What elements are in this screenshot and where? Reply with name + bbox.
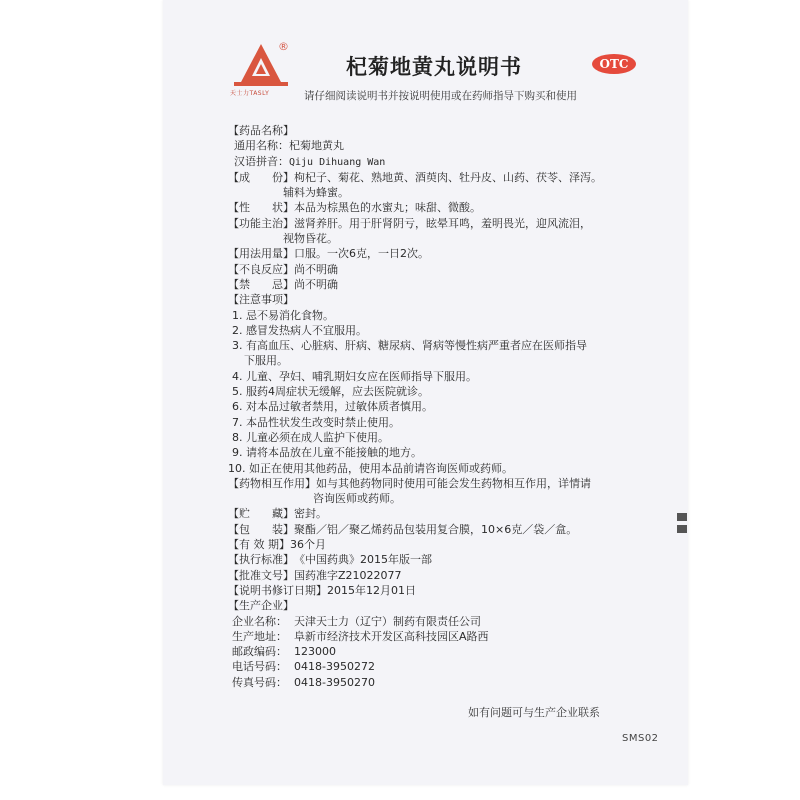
note-item: 6. 对本品过敏者禁用，过敏体质者慎用。 xyxy=(232,400,433,414)
properties-row xyxy=(228,200,648,215)
pinyin-value: Qiju Dihuang Wan xyxy=(289,156,386,168)
company-name-value: 天津天士力（辽宁）制药有限责任公司 xyxy=(294,614,481,628)
pinyin-label: 汉语拼音： xyxy=(234,154,289,168)
storage-row xyxy=(228,506,648,521)
registered-mark: ® xyxy=(278,40,289,53)
indications-row xyxy=(228,216,648,231)
note-item-cont: 下服用。 xyxy=(244,354,288,368)
package-row xyxy=(228,522,648,537)
common-name-label: 通用名称： xyxy=(234,139,289,153)
interaction-label: 【药物相互作用】 xyxy=(228,476,316,490)
storage-label: 【贮 藏】 xyxy=(228,507,294,521)
brand-text: 天士力TASLY xyxy=(230,90,270,97)
interaction-value-cont: 咨询医师或药师。 xyxy=(313,492,401,506)
notes-list xyxy=(228,308,648,476)
phone-row xyxy=(232,659,648,674)
dosage-row xyxy=(228,246,648,261)
standard-row xyxy=(228,552,648,567)
ingredients-value-cont: 辅料为蜂蜜。 xyxy=(283,186,349,200)
otc-badge: OTC xyxy=(592,54,636,74)
common-name-value: 杞菊地黄丸 xyxy=(289,139,344,153)
edge-marks xyxy=(677,513,687,537)
phone-value: 0418-3950272 xyxy=(294,660,375,674)
ingredients-row xyxy=(228,170,648,185)
indications-label: 【功能主治】 xyxy=(228,216,294,230)
adverse-value: 尚不明确 xyxy=(294,262,338,276)
address-row xyxy=(232,629,648,644)
note-item: 5. 服药4周症状无缓解，应去医院就诊。 xyxy=(232,385,429,399)
approval-value: 国药准字Z21022077 xyxy=(294,568,402,582)
package-value: 聚酯／铝／聚乙烯药品包装用复合膜，10×6克／袋／盒。 xyxy=(294,522,578,536)
common-name-row xyxy=(228,138,648,153)
contraindications-value: 尚不明确 xyxy=(294,277,338,291)
standard-value: 《中国药典》2015年版一部 xyxy=(294,553,432,567)
interaction-value: 如与其他药物同时使用可能会发生药物相互作用，详情请 xyxy=(316,476,591,490)
postcode-label: 邮政编码： xyxy=(232,645,287,659)
company-name-row xyxy=(232,614,648,629)
document-title: 杞菊地黄丸说明书 xyxy=(346,55,522,79)
address-value: 阜新市经济技术开发区高科技园区A路西 xyxy=(294,629,489,643)
interaction-row xyxy=(228,476,648,491)
dosage-label: 【用法用量】 xyxy=(228,247,294,261)
ingredients-label: 【成 份】 xyxy=(228,170,294,184)
pinyin-row xyxy=(228,154,648,170)
notes-heading: 【注意事项】 xyxy=(228,293,294,307)
note-item: 10. 如正在使用其他药品，使用本品前请咨询医师或药师。 xyxy=(228,461,513,475)
approval-row xyxy=(228,568,648,583)
validity-row xyxy=(228,537,648,552)
properties-label: 【性 状】 xyxy=(228,201,294,215)
note-item: 1. 忌不易消化食物。 xyxy=(232,308,334,322)
document-code: SMS02 xyxy=(622,733,659,744)
storage-value: 密封。 xyxy=(294,507,327,521)
indications-value-cont: 视物昏花。 xyxy=(283,232,338,246)
revision-label: 【说明书修订日期】 xyxy=(228,583,327,597)
address-label: 生产地址： xyxy=(232,629,287,643)
note-item: 7. 本品性状发生改变时禁止使用。 xyxy=(232,415,400,429)
fax-value: 0418-3950270 xyxy=(294,675,375,689)
postcode-row xyxy=(232,644,648,659)
indications-value: 滋肾养肝。用于肝肾阴亏，眩晕耳鸣，羞明畏光，迎风流泪， xyxy=(294,216,591,230)
standard-label: 【执行标准】 xyxy=(228,553,294,567)
package-label: 【包 装】 xyxy=(228,522,294,536)
dosage-value: 口服。一次6克，一日2次。 xyxy=(294,247,429,261)
approval-label: 【批准文号】 xyxy=(228,568,294,582)
revision-value: 2015年12月01日 xyxy=(327,583,416,597)
properties-value: 本品为棕黑色的水蜜丸；味甜、微酸。 xyxy=(294,201,481,215)
postcode-value: 123000 xyxy=(294,645,336,659)
note-item: 9. 请将本品放在儿童不能接触的地方。 xyxy=(232,446,422,460)
note-item: 4. 儿童、孕妇、哺乳期妇女应在医师指导下服用。 xyxy=(232,369,477,383)
manufacturer-info xyxy=(228,614,648,690)
note-item: 2. 感冒发热病人不宜服用。 xyxy=(232,323,367,337)
validity-label: 【有 效 期】 xyxy=(228,538,290,552)
drug-name-heading: 【药品名称】 xyxy=(228,124,294,137)
fax-row xyxy=(232,675,648,690)
contraindications-row xyxy=(228,277,648,292)
manufacturer-heading: 【生产企业】 xyxy=(228,599,294,613)
adverse-label: 【不良反应】 xyxy=(228,262,294,276)
leaflet-body xyxy=(228,123,648,690)
validity-value: 36个月 xyxy=(290,538,326,552)
subtitle: 请仔细阅读说明书并按说明使用或在药师指导下购买和使用 xyxy=(304,90,577,102)
note-item: 3. 有高血压、心脏病、肝病、糖尿病、肾病等慢性病严重者应在医师指导 xyxy=(232,339,587,353)
adverse-row xyxy=(228,262,648,277)
phone-label: 电话号码： xyxy=(232,660,287,674)
ingredients-value: 枸杞子、菊花、熟地黄、酒萸肉、牡丹皮、山药、茯苓、泽泻。 xyxy=(294,170,602,184)
fax-label: 传真号码： xyxy=(232,675,287,689)
note-item: 8. 儿童必须在成人监护下使用。 xyxy=(232,430,389,444)
contraindications-label: 【禁 忌】 xyxy=(228,277,294,291)
company-name-label: 企业名称： xyxy=(232,614,287,628)
revision-row xyxy=(228,583,648,598)
contact-note: 如有问题可与生产企业联系 xyxy=(468,706,600,719)
